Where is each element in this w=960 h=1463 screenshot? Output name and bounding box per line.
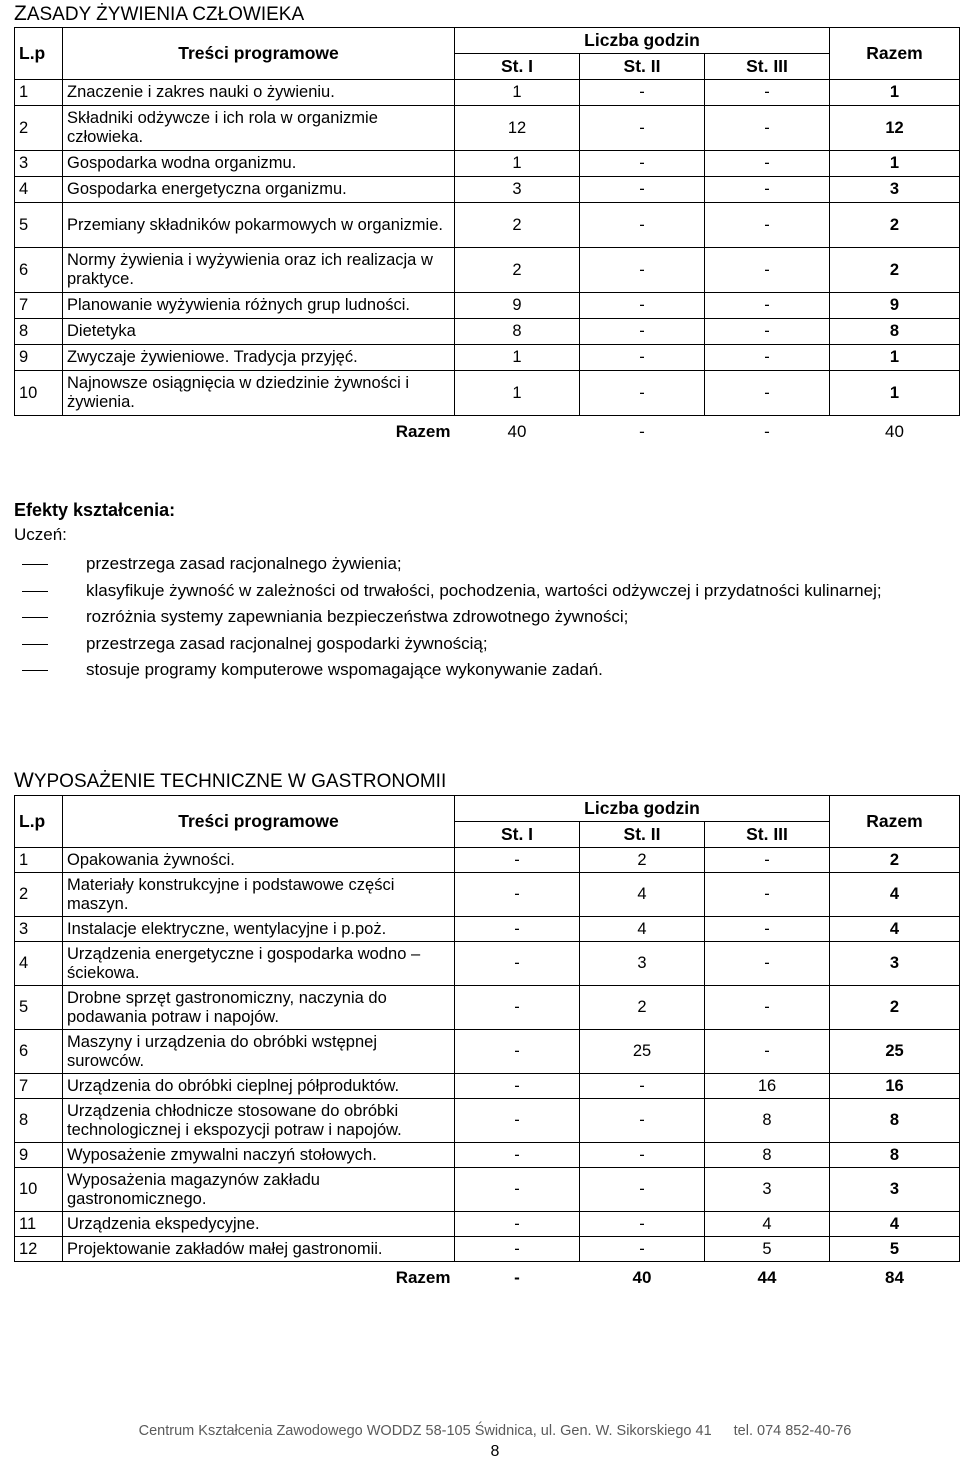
row-st3: 8 <box>705 1143 830 1168</box>
header-lp: L.p <box>15 28 63 80</box>
row-st3: - <box>705 848 830 873</box>
row-total: 12 <box>830 106 960 151</box>
header-st3: St. III <box>705 54 830 80</box>
row-st3: 16 <box>705 1074 830 1099</box>
row-st2: - <box>580 177 705 203</box>
row-st1: 12 <box>455 106 580 151</box>
learning-outcomes-student: Uczeń: <box>14 525 67 544</box>
row-number: 2 <box>15 873 63 917</box>
table-row <box>15 917 960 942</box>
row-total: 2 <box>830 986 960 1030</box>
row-st2: - <box>580 319 705 345</box>
row-st3: - <box>705 371 830 416</box>
row-st3: - <box>705 203 830 248</box>
list-item <box>14 657 954 684</box>
row-st3: 8 <box>705 1099 830 1143</box>
dash-bullet-icon <box>22 564 48 565</box>
row-st1: 3 <box>455 177 580 203</box>
page-footer <box>0 1423 960 1439</box>
table-row <box>15 248 960 293</box>
row-st2: 25 <box>580 1030 705 1074</box>
row-st1: - <box>455 986 580 1030</box>
row-number: 5 <box>15 203 63 248</box>
row-number: 8 <box>15 1099 63 1143</box>
list-item <box>14 631 954 658</box>
row-total: 1 <box>830 345 960 371</box>
row-st3: - <box>705 319 830 345</box>
header-st1: St. I <box>455 54 580 80</box>
table-row <box>15 293 960 319</box>
row-st2: 4 <box>580 917 705 942</box>
row-number: 1 <box>15 80 63 106</box>
dash-bullet-icon <box>22 617 48 618</box>
sum-total: 40 <box>885 421 904 441</box>
row-st2: - <box>580 293 705 319</box>
row-st1: 1 <box>455 371 580 416</box>
row-content: Drobne sprzęt gastronomiczny, naczynia do podawania potraw i napojów. <box>63 986 455 1030</box>
row-st1: 9 <box>455 293 580 319</box>
header-total: Razem <box>830 28 960 80</box>
row-st1: 2 <box>455 248 580 293</box>
list-item <box>14 578 954 605</box>
row-st3: - <box>705 177 830 203</box>
row-st1: - <box>455 1030 580 1074</box>
header-st2: St. II <box>580 54 705 80</box>
row-number: 2 <box>15 106 63 151</box>
row-number: 7 <box>15 293 63 319</box>
row-st3: - <box>705 106 830 151</box>
table-row <box>15 371 960 416</box>
row-total: 3 <box>830 942 960 986</box>
footer-institution: Centrum Kształcenia Zawodowego WODDZ 58-105 Świdnica, ul. Gen. W. Sikorskiego 41 <box>138 1423 712 1439</box>
row-st1: - <box>455 848 580 873</box>
sum-label: Razem <box>395 421 451 441</box>
row-total: 1 <box>830 80 960 106</box>
row-st3: - <box>705 986 830 1030</box>
header-lp: L.p <box>15 796 63 848</box>
learning-outcomes-list <box>14 551 954 684</box>
list-item-text: stosuje programy komputerowe wspomagające wykonywanie zadań. <box>86 660 603 679</box>
row-st1: - <box>455 917 580 942</box>
row-total: 1 <box>830 371 960 416</box>
row-total: 2 <box>830 248 960 293</box>
row-content: Znaczenie i zakres nauki o żywieniu. <box>63 80 455 106</box>
row-st2: - <box>580 1143 705 1168</box>
learning-outcomes-heading: Efekty kształcenia: <box>14 500 176 520</box>
nutrition-table-body <box>15 80 960 416</box>
section-title-equipment: WYPOSAŻENIE TECHNICZNE W GASTRONOMII <box>14 769 447 792</box>
row-total: 8 <box>830 1099 960 1143</box>
row-content: Normy żywienia i wyżywienia oraz ich realizacja w praktyce. <box>63 248 455 293</box>
row-content: Urządzenia energetyczne i gospodarka wodno – ściekowa. <box>63 942 455 986</box>
table-row <box>15 986 960 1030</box>
table-row <box>15 1237 960 1262</box>
table-row <box>15 345 960 371</box>
row-content: Projektowanie zakładów małej gastronomii. <box>63 1237 455 1262</box>
header-total: Razem <box>830 796 960 848</box>
row-number: 4 <box>15 177 63 203</box>
row-st1: 8 <box>455 319 580 345</box>
list-item-text: przestrzega zasad racjonalnej gospodarki żywnością; <box>86 633 488 653</box>
table-row <box>15 1099 960 1143</box>
row-st3: - <box>705 1030 830 1074</box>
list-item-text: klasyfikuje żywność w zależności od trwałości, pochodzenia, wartości odżywczej i przydatności kulinarnej; <box>86 580 882 600</box>
row-st1: 2 <box>455 203 580 248</box>
row-number: 9 <box>15 345 63 371</box>
row-content: Opakowania żywności. <box>63 848 455 873</box>
header-hours: Liczba godzin <box>455 796 830 822</box>
row-total: 8 <box>830 1143 960 1168</box>
row-st3: - <box>705 942 830 986</box>
row-st2: - <box>580 1237 705 1262</box>
table-row <box>15 106 960 151</box>
row-number: 7 <box>15 1074 63 1099</box>
header-hours: Liczba godzin <box>455 28 830 54</box>
row-st1: - <box>455 1143 580 1168</box>
row-content: Urządzenia chłodnicze stosowane do obróbki technologicznej i ekspozycji potraw i napojów. <box>63 1099 455 1143</box>
row-st2: 3 <box>580 942 705 986</box>
row-st2: - <box>580 371 705 416</box>
table-row <box>15 1143 960 1168</box>
nutrition-hours-table <box>14 27 960 446</box>
row-total: 3 <box>830 1168 960 1212</box>
row-st2: 2 <box>580 986 705 1030</box>
row-content: Urządzenia do obróbki cieplnej półproduktów. <box>63 1074 455 1099</box>
row-st2: 2 <box>580 848 705 873</box>
table-row <box>15 1168 960 1212</box>
row-content: Zwyczaje żywieniowe. Tradycja przyjęć. <box>63 345 455 371</box>
table-row <box>15 848 960 873</box>
row-st1: 1 <box>455 80 580 106</box>
row-content: Instalacje elektryczne, wentylacyjne i p.poż. <box>63 917 455 942</box>
list-item-text: przestrzega zasad racjonalnego żywienia; <box>86 554 402 573</box>
row-st2: - <box>580 1168 705 1212</box>
equipment-hours-table <box>14 795 960 1292</box>
row-st2: - <box>580 151 705 177</box>
list-item-text: rozróżnia systemy zapewniania bezpieczeństwa zdrowotnego żywności; <box>86 607 629 626</box>
row-content: Materiały konstrukcyjne i podstawowe części maszyn. <box>63 873 455 917</box>
sum-st2: 40 <box>632 1267 652 1287</box>
row-st2: 4 <box>580 873 705 917</box>
sum-st1: - <box>514 1267 520 1287</box>
row-st2: - <box>580 248 705 293</box>
table-row <box>15 1212 960 1237</box>
row-st2: - <box>580 80 705 106</box>
row-number: 3 <box>15 151 63 177</box>
sum-st1: 40 <box>507 421 527 441</box>
equipment-sum-row <box>15 1262 960 1293</box>
row-total: 16 <box>830 1074 960 1099</box>
row-total: 4 <box>830 1212 960 1237</box>
header-st1: St. I <box>455 822 580 848</box>
nutrition-sum-row <box>15 416 960 447</box>
row-st2: - <box>580 345 705 371</box>
sum-st2: - <box>639 421 645 441</box>
sum-total: 84 <box>885 1267 904 1287</box>
row-st1: - <box>455 942 580 986</box>
row-number: 12 <box>15 1237 63 1262</box>
row-content: Wyposażenia magazynów zakładu gastronomicznego. <box>63 1168 455 1212</box>
row-number: 11 <box>15 1212 63 1237</box>
row-st3: - <box>705 873 830 917</box>
row-st1: 1 <box>455 345 580 371</box>
row-st2: - <box>580 1212 705 1237</box>
row-total: 2 <box>830 203 960 248</box>
row-total: 5 <box>830 1237 960 1262</box>
row-number: 6 <box>15 1030 63 1074</box>
row-number: 6 <box>15 248 63 293</box>
row-total: 2 <box>830 848 960 873</box>
row-number: 10 <box>15 1168 63 1212</box>
row-content: Gospodarka energetyczna organizmu. <box>63 177 455 203</box>
row-number: 3 <box>15 917 63 942</box>
row-content: Planowanie wyżywienia różnych grup ludności. <box>63 293 455 319</box>
row-total: 4 <box>830 917 960 942</box>
row-number: 5 <box>15 986 63 1030</box>
table-row <box>15 177 960 203</box>
equipment-table-body <box>15 848 960 1262</box>
row-total: 9 <box>830 293 960 319</box>
row-st1: - <box>455 1237 580 1262</box>
table-row <box>15 319 960 345</box>
row-st3: 4 <box>705 1212 830 1237</box>
row-st1: 1 <box>455 151 580 177</box>
section-title-nutrition: ZASADY ŻYWIENIA CZŁOWIEKA <box>14 2 305 25</box>
page-number: 8 <box>490 1443 500 1460</box>
row-st1: - <box>455 1168 580 1212</box>
dash-bullet-icon <box>22 670 48 671</box>
row-st1: - <box>455 1212 580 1237</box>
sum-st3: - <box>764 421 770 441</box>
row-content: Gospodarka wodna organizmu. <box>63 151 455 177</box>
row-content: Najnowsze osiągnięcia w dziedzinie żywności i żywienia. <box>63 371 455 416</box>
header-st2: St. II <box>580 822 705 848</box>
list-item <box>14 551 954 578</box>
row-st3: 3 <box>705 1168 830 1212</box>
row-total: 25 <box>830 1030 960 1074</box>
table-row <box>15 873 960 917</box>
row-st2: - <box>580 203 705 248</box>
row-st2: - <box>580 1074 705 1099</box>
learning-outcomes <box>14 497 954 684</box>
row-content: Urządzenia ekspedycyjne. <box>63 1212 455 1237</box>
table-row <box>15 1074 960 1099</box>
list-item <box>14 604 954 631</box>
row-number: 9 <box>15 1143 63 1168</box>
header-content: Treści programowe <box>63 28 455 80</box>
row-st2: - <box>580 1099 705 1143</box>
table-row <box>15 151 960 177</box>
header-st3: St. III <box>705 822 830 848</box>
footer-phone: tel. 074 852-40-76 <box>733 1423 852 1439</box>
row-st2: - <box>580 106 705 151</box>
row-st3: - <box>705 345 830 371</box>
row-st3: - <box>705 80 830 106</box>
row-st3: - <box>705 917 830 942</box>
row-total: 3 <box>830 177 960 203</box>
row-number: 4 <box>15 942 63 986</box>
row-number: 8 <box>15 319 63 345</box>
table-row <box>15 1030 960 1074</box>
row-total: 4 <box>830 873 960 917</box>
row-st1: - <box>455 1099 580 1143</box>
row-st3: - <box>705 248 830 293</box>
row-st3: - <box>705 151 830 177</box>
table-row <box>15 203 960 248</box>
row-number: 1 <box>15 848 63 873</box>
dash-bullet-icon <box>22 644 48 645</box>
row-content: Maszyny i urządzenia do obróbki wstępnej surowców. <box>63 1030 455 1074</box>
row-number: 10 <box>15 371 63 416</box>
row-content: Składniki odżywcze i ich rola w organizmie człowieka. <box>63 106 455 151</box>
dash-bullet-icon <box>22 591 48 592</box>
row-st3: 5 <box>705 1237 830 1262</box>
row-total: 8 <box>830 319 960 345</box>
row-st1: - <box>455 873 580 917</box>
header-content: Treści programowe <box>63 796 455 848</box>
row-st1: - <box>455 1074 580 1099</box>
row-st3: - <box>705 293 830 319</box>
row-total: 1 <box>830 151 960 177</box>
row-content: Przemiany składników pokarmowych w organizmie. <box>63 203 455 248</box>
row-content: Wyposażenie zmywalni naczyń stołowych. <box>63 1143 455 1168</box>
sum-label: Razem <box>395 1267 451 1287</box>
row-content: Dietetyka <box>63 319 455 345</box>
table-row <box>15 942 960 986</box>
sum-st3: 44 <box>757 1267 777 1287</box>
table-row <box>15 80 960 106</box>
